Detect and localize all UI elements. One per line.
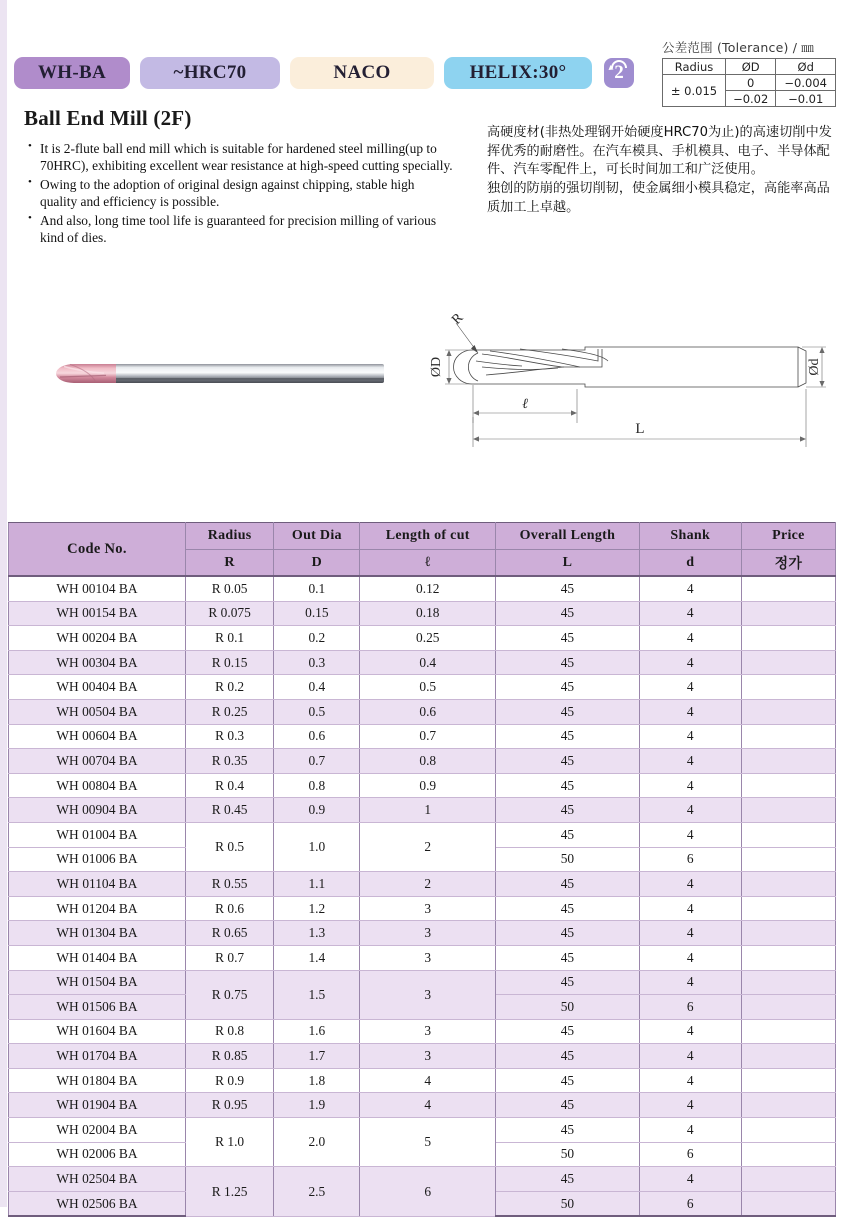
table-row xyxy=(9,1044,836,1069)
flute-count-label: 2 xyxy=(614,62,624,83)
cell-radius: R 0.4 xyxy=(185,773,273,798)
cell-out-dia: 1.4 xyxy=(274,945,360,970)
cell-radius: R 0.6 xyxy=(185,896,273,921)
cell-code: WH 00604 BA xyxy=(9,724,186,749)
cell-price xyxy=(741,798,835,823)
cell-length-of-cut: 2 xyxy=(360,822,496,871)
cell-out-dia: 0.3 xyxy=(274,650,360,675)
table-row xyxy=(9,749,836,774)
table-row xyxy=(9,822,836,847)
cell-price xyxy=(741,749,835,774)
cell-shank: 4 xyxy=(639,822,741,847)
cell-out-dia: 0.9 xyxy=(274,798,360,823)
cell-price xyxy=(741,576,835,601)
cell-radius: R 0.3 xyxy=(185,724,273,749)
cell-out-dia: 0.7 xyxy=(274,749,360,774)
tolerance-header-sd: Ød xyxy=(776,59,836,75)
cell-price xyxy=(741,995,835,1020)
table-row xyxy=(9,699,836,724)
cell-length-of-cut: 2 xyxy=(360,872,496,897)
cell-shank: 4 xyxy=(639,945,741,970)
cell-overall-length: 45 xyxy=(496,896,640,921)
cell-code: WH 01004 BA xyxy=(9,822,186,847)
cell-out-dia: 1.3 xyxy=(274,921,360,946)
cell-length-of-cut: 1 xyxy=(360,798,496,823)
cell-length-of-cut: 4 xyxy=(360,1093,496,1118)
spec-table-wrapper xyxy=(8,522,836,1217)
cell-length-of-cut: 3 xyxy=(360,1019,496,1044)
cell-price xyxy=(741,675,835,700)
cell-length-of-cut: 0.25 xyxy=(360,626,496,651)
cell-length-of-cut: 3 xyxy=(360,896,496,921)
tolerance-header-od: ØD xyxy=(726,59,776,75)
cell-price xyxy=(741,1142,835,1167)
cell-price xyxy=(741,1167,835,1192)
cell-length-of-cut: 3 xyxy=(360,945,496,970)
tolerance-od-upper: 0 xyxy=(726,75,776,91)
cell-code: WH 00904 BA xyxy=(9,798,186,823)
cell-shank: 6 xyxy=(639,847,741,872)
cell-length-of-cut: 6 xyxy=(360,1167,496,1217)
cell-radius: R 0.85 xyxy=(185,1044,273,1069)
cell-overall-length: 45 xyxy=(496,822,640,847)
cell-shank: 4 xyxy=(639,749,741,774)
cell-out-dia: 0.1 xyxy=(274,576,360,601)
cell-radius: R 0.15 xyxy=(185,650,273,675)
table-row xyxy=(9,1068,836,1093)
col-header-out-dia: Out Dia xyxy=(274,523,360,550)
cell-shank: 4 xyxy=(639,1167,741,1192)
cell-overall-length: 45 xyxy=(496,945,640,970)
cell-radius: R 0.8 xyxy=(185,1019,273,1044)
col-symbol-radius: R xyxy=(185,550,273,577)
cell-overall-length: 45 xyxy=(496,1093,640,1118)
cell-radius: R 0.75 xyxy=(185,970,273,1019)
cell-price xyxy=(741,626,835,651)
cell-shank: 4 xyxy=(639,576,741,601)
cell-shank: 4 xyxy=(639,1044,741,1069)
cell-code: WH 00154 BA xyxy=(9,601,186,626)
cell-length-of-cut: 0.18 xyxy=(360,601,496,626)
table-row xyxy=(9,970,836,995)
cell-overall-length: 45 xyxy=(496,921,640,946)
cell-code: WH 00104 BA xyxy=(9,576,186,601)
diagram-label-radius: R xyxy=(449,310,467,328)
cell-price xyxy=(741,1019,835,1044)
table-row xyxy=(9,675,836,700)
cell-shank: 4 xyxy=(639,921,741,946)
cell-overall-length: 45 xyxy=(496,576,640,601)
cell-length-of-cut: 4 xyxy=(360,1068,496,1093)
cell-price xyxy=(741,822,835,847)
product-photo xyxy=(30,356,390,392)
table-row xyxy=(9,872,836,897)
cell-length-of-cut: 3 xyxy=(360,970,496,1019)
col-header-overall-length: Overall Length xyxy=(496,523,640,550)
cell-overall-length: 50 xyxy=(496,1191,640,1216)
cell-overall-length: 45 xyxy=(496,749,640,774)
chinese-paragraph: 高硬度材(非热处理钢开始硬度HRC70为止)的高速切削中发挥优秀的耐磨性。在汽车模具、手机模具、电子、半导体配件、汽车零配件上，可长时间加工和广泛使用。 xyxy=(487,125,832,178)
cell-price xyxy=(741,896,835,921)
cell-shank: 4 xyxy=(639,699,741,724)
table-row xyxy=(9,773,836,798)
diagram-label-overall-length: L xyxy=(635,421,645,437)
col-header-shank: Shank xyxy=(639,523,741,550)
tolerance-row-upper xyxy=(663,75,836,91)
cell-price xyxy=(741,724,835,749)
table-row xyxy=(9,1093,836,1118)
cell-shank: 4 xyxy=(639,896,741,921)
tolerance-sd-lower: −0.01 xyxy=(776,91,836,107)
cell-code: WH 01006 BA xyxy=(9,847,186,872)
cell-length-of-cut: 0.5 xyxy=(360,675,496,700)
cell-overall-length: 45 xyxy=(496,699,640,724)
tolerance-caption: 公差范围 (Tolerance) / ㎜ xyxy=(662,40,814,55)
cell-out-dia: 0.8 xyxy=(274,773,360,798)
cell-shank: 4 xyxy=(639,1093,741,1118)
cell-overall-length: 45 xyxy=(496,1019,640,1044)
badge-coating: NACO xyxy=(290,57,434,89)
cell-code: WH 01204 BA xyxy=(9,896,186,921)
cell-code: WH 02506 BA xyxy=(9,1191,186,1216)
cell-price xyxy=(741,601,835,626)
chinese-description xyxy=(487,124,839,218)
cell-code: WH 01104 BA xyxy=(9,872,186,897)
cell-out-dia: 2.0 xyxy=(274,1118,360,1167)
cell-radius: R 0.075 xyxy=(185,601,273,626)
spec-table xyxy=(8,522,836,1217)
cell-overall-length: 45 xyxy=(496,724,640,749)
technical-drawing xyxy=(412,305,842,465)
col-symbol-shank: d xyxy=(639,550,741,577)
table-row xyxy=(9,601,836,626)
cell-code: WH 01504 BA xyxy=(9,970,186,995)
cell-shank: 4 xyxy=(639,798,741,823)
cell-shank: 4 xyxy=(639,675,741,700)
cell-overall-length: 45 xyxy=(496,798,640,823)
cell-radius: R 0.45 xyxy=(185,798,273,823)
table-row xyxy=(9,1118,836,1143)
diagram-label-shank-dia: Ød xyxy=(807,358,822,376)
cell-shank: 6 xyxy=(639,1142,741,1167)
cell-out-dia: 1.5 xyxy=(274,970,360,1019)
cell-radius: R 0.05 xyxy=(185,576,273,601)
badge-row xyxy=(14,57,634,89)
cell-shank: 4 xyxy=(639,970,741,995)
cell-out-dia: 1.2 xyxy=(274,896,360,921)
cell-code: WH 01404 BA xyxy=(9,945,186,970)
cell-overall-length: 45 xyxy=(496,601,640,626)
cell-out-dia: 1.9 xyxy=(274,1093,360,1118)
table-row xyxy=(9,896,836,921)
cell-radius: R 0.2 xyxy=(185,675,273,700)
tolerance-radius-value: ± 0.015 xyxy=(663,75,726,107)
cell-out-dia: 1.0 xyxy=(274,822,360,871)
cell-price xyxy=(741,945,835,970)
cell-length-of-cut: 3 xyxy=(360,921,496,946)
cell-overall-length: 50 xyxy=(496,995,640,1020)
cell-out-dia: 0.6 xyxy=(274,724,360,749)
cell-length-of-cut: 0.4 xyxy=(360,650,496,675)
header-row-main xyxy=(9,523,836,550)
cell-overall-length: 45 xyxy=(496,626,640,651)
cell-code: WH 02504 BA xyxy=(9,1167,186,1192)
col-header-price: Price xyxy=(741,523,835,550)
cell-length-of-cut: 0.12 xyxy=(360,576,496,601)
cell-code: WH 01804 BA xyxy=(9,1068,186,1093)
cell-code: WH 01904 BA xyxy=(9,1093,186,1118)
cell-code: WH 00404 BA xyxy=(9,675,186,700)
cell-overall-length: 45 xyxy=(496,1068,640,1093)
cell-overall-length: 45 xyxy=(496,650,640,675)
cell-overall-length: 45 xyxy=(496,1118,640,1143)
col-header-length-of-cut: Length of cut xyxy=(360,523,496,550)
cell-shank: 4 xyxy=(639,1118,741,1143)
cell-shank: 4 xyxy=(639,626,741,651)
cell-length-of-cut: 0.9 xyxy=(360,773,496,798)
tolerance-od-lower: −0.02 xyxy=(726,91,776,107)
cell-out-dia: 0.5 xyxy=(274,699,360,724)
cell-out-dia: 0.15 xyxy=(274,601,360,626)
col-symbol-overall-length: L xyxy=(496,550,640,577)
cell-shank: 4 xyxy=(639,1019,741,1044)
cell-code: WH 01704 BA xyxy=(9,1044,186,1069)
cell-radius: R 0.55 xyxy=(185,872,273,897)
cell-shank: 6 xyxy=(639,995,741,1020)
cell-overall-length: 45 xyxy=(496,675,640,700)
col-symbol-out-dia: D xyxy=(274,550,360,577)
cell-overall-length: 45 xyxy=(496,1044,640,1069)
cell-radius: R 1.0 xyxy=(185,1118,273,1167)
cell-radius: R 0.9 xyxy=(185,1068,273,1093)
cell-out-dia: 1.7 xyxy=(274,1044,360,1069)
cell-shank: 4 xyxy=(639,1068,741,1093)
cell-length-of-cut: 0.7 xyxy=(360,724,496,749)
cell-radius: R 1.25 xyxy=(185,1167,273,1217)
cell-radius: R 0.5 xyxy=(185,822,273,871)
cell-shank: 6 xyxy=(639,1191,741,1216)
cell-overall-length: 45 xyxy=(496,773,640,798)
badge-helix: HELIX:30° xyxy=(444,57,592,89)
table-row xyxy=(9,921,836,946)
cell-shank: 4 xyxy=(639,724,741,749)
cell-radius: R 0.1 xyxy=(185,626,273,651)
table-row xyxy=(9,626,836,651)
cell-code: WH 01506 BA xyxy=(9,995,186,1020)
cell-code: WH 02004 BA xyxy=(9,1118,186,1143)
table-row xyxy=(9,724,836,749)
cell-out-dia: 1.6 xyxy=(274,1019,360,1044)
cell-code: WH 00504 BA xyxy=(9,699,186,724)
table-row xyxy=(9,945,836,970)
cell-overall-length: 45 xyxy=(496,970,640,995)
table-row xyxy=(9,650,836,675)
table-row xyxy=(9,576,836,601)
table-row xyxy=(9,798,836,823)
spec-table-body xyxy=(9,576,836,1216)
tolerance-header-radius: Radius xyxy=(663,59,726,75)
cell-overall-length: 45 xyxy=(496,1167,640,1192)
chinese-paragraph: 独创的防崩的强切削韧，使金属细小模具稳定，高能率高品质加工上卓越。 xyxy=(487,181,830,215)
cell-overall-length: 50 xyxy=(496,847,640,872)
cell-code: WH 00204 BA xyxy=(9,626,186,651)
cell-length-of-cut: 3 xyxy=(360,1044,496,1069)
cell-price xyxy=(741,699,835,724)
col-symbol-price: 정가 xyxy=(741,550,835,577)
cell-code: WH 00704 BA xyxy=(9,749,186,774)
cell-shank: 4 xyxy=(639,650,741,675)
cell-radius: R 0.25 xyxy=(185,699,273,724)
cell-price xyxy=(741,650,835,675)
tolerance-sd-upper: −0.004 xyxy=(776,75,836,91)
circular-arrow-icon xyxy=(608,59,630,71)
table-row xyxy=(9,1167,836,1192)
cell-length-of-cut: 0.6 xyxy=(360,699,496,724)
cell-code: WH 02006 BA xyxy=(9,1142,186,1167)
left-margin-strip xyxy=(0,0,7,1207)
cell-out-dia: 2.5 xyxy=(274,1167,360,1217)
badge-hardness: ~HRC70 xyxy=(140,57,280,89)
diagram-label-length-of-cut: ℓ xyxy=(522,397,528,412)
cell-price xyxy=(741,1191,835,1216)
cell-price xyxy=(741,847,835,872)
table-row xyxy=(9,1019,836,1044)
cell-code: WH 00804 BA xyxy=(9,773,186,798)
cell-price xyxy=(741,1044,835,1069)
cell-out-dia: 1.8 xyxy=(274,1068,360,1093)
cell-price xyxy=(741,773,835,798)
cell-radius: R 0.35 xyxy=(185,749,273,774)
spec-table-head xyxy=(9,523,836,577)
cell-price xyxy=(741,1068,835,1093)
cell-out-dia: 0.2 xyxy=(274,626,360,651)
page-title: Ball End Mill (2F) xyxy=(24,106,192,130)
cell-shank: 4 xyxy=(639,601,741,626)
col-header-code: Code No. xyxy=(9,523,186,577)
tolerance-header-row xyxy=(663,59,836,75)
cell-price xyxy=(741,921,835,946)
cell-out-dia: 0.4 xyxy=(274,675,360,700)
cell-price xyxy=(741,970,835,995)
cell-length-of-cut: 0.8 xyxy=(360,749,496,774)
tolerance-block xyxy=(662,38,836,107)
cell-length-of-cut: 5 xyxy=(360,1118,496,1167)
cell-shank: 4 xyxy=(639,773,741,798)
badge-flute-count xyxy=(604,58,634,88)
list-item: • Owing to the adoption of original design against chipping, stable high quality and efficiency is possible. xyxy=(30,176,455,211)
badge-series: WH-BA xyxy=(14,57,130,89)
cell-radius: R 0.65 xyxy=(185,921,273,946)
feature-list xyxy=(14,140,455,248)
cell-code: WH 01604 BA xyxy=(9,1019,186,1044)
cell-overall-length: 45 xyxy=(496,872,640,897)
col-symbol-length-of-cut: ℓ xyxy=(360,550,496,577)
tolerance-table xyxy=(662,58,836,107)
cell-overall-length: 50 xyxy=(496,1142,640,1167)
cell-radius: R 0.95 xyxy=(185,1093,273,1118)
list-item: • And also, long time tool life is guaranteed for precision milling of various kind of dies. xyxy=(30,212,455,247)
cell-price xyxy=(741,1093,835,1118)
cell-code: WH 01304 BA xyxy=(9,921,186,946)
cell-out-dia: 1.1 xyxy=(274,872,360,897)
diagram-label-outer-dia: ØD xyxy=(429,356,444,378)
cell-price xyxy=(741,1118,835,1143)
cell-shank: 4 xyxy=(639,872,741,897)
cell-code: WH 00304 BA xyxy=(9,650,186,675)
cell-price xyxy=(741,872,835,897)
list-item: • It is 2-flute ball end mill which is suitable for hardened steel milling(up to 70HRC), exhibiting excellent wear resistance at high-speed cutting specially. xyxy=(30,140,455,175)
cell-radius: R 0.7 xyxy=(185,945,273,970)
col-header-radius: Radius xyxy=(185,523,273,550)
